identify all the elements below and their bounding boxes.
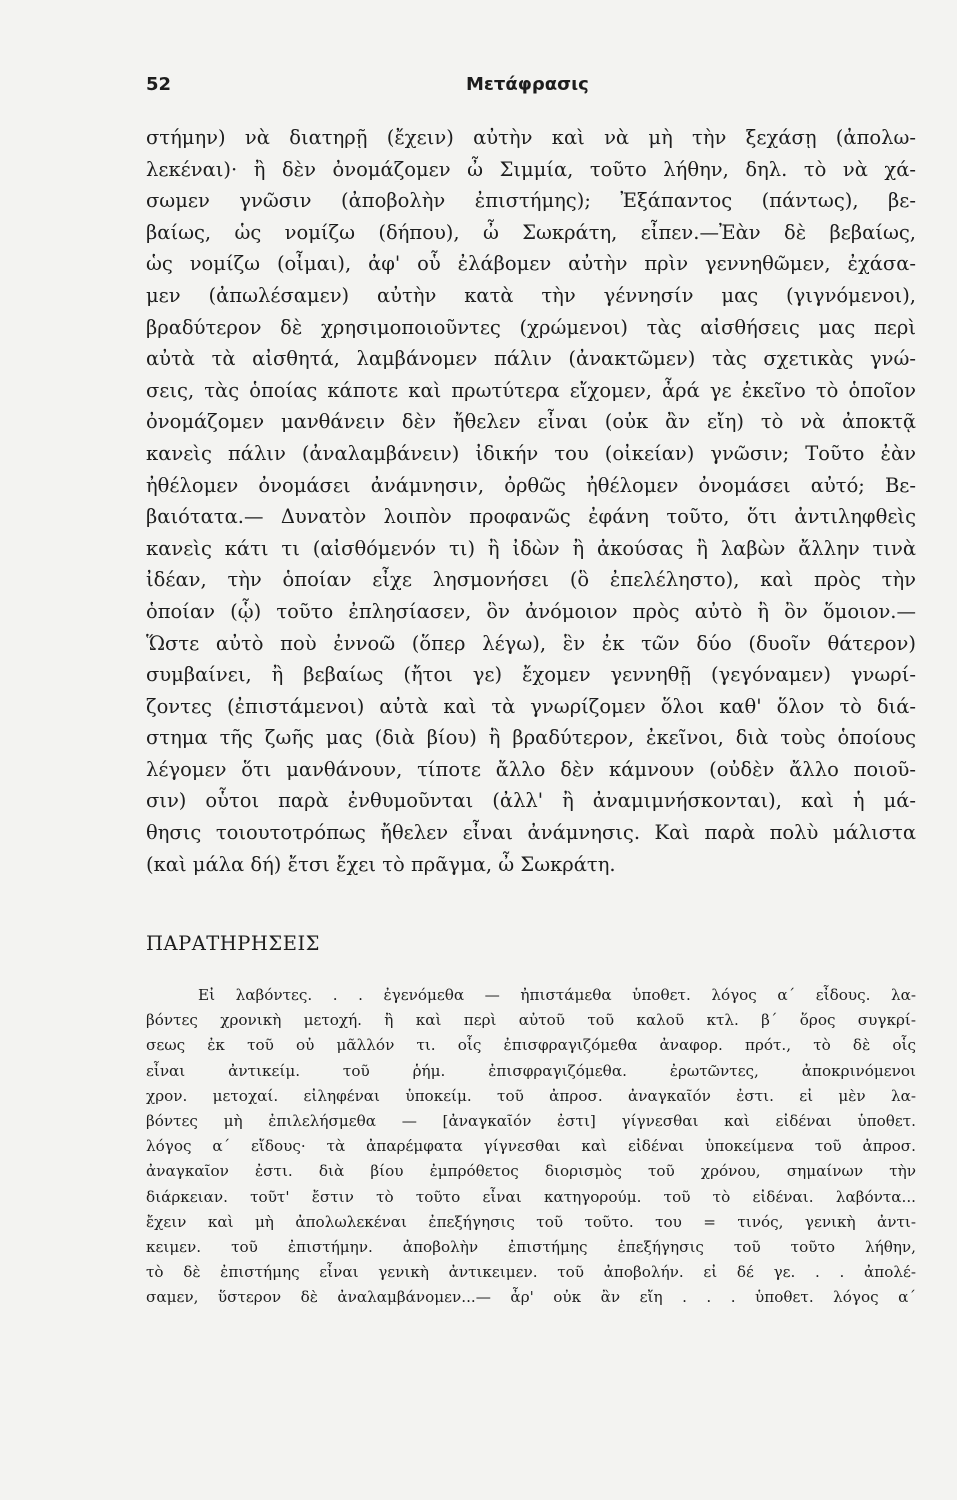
note-line: τὸ δὲ ἐπιστήμης εἶναι γενικὴ ἀντικειμεν. τοῦ ἀποβολήν. εἰ δέ γε. . . ἀπολέ- [146,1263,916,1282]
text-line: βαίως, ὡς νομίζω (δήπου), ὦ Σωκράτη, εἶπεν.—Ἐὰν δὲ βεβαίως, [146,220,916,244]
notes-heading: ΠΑΡΑΤΗΡΗΣΕΙΣ [146,932,320,955]
text-line: λεκέναι)· ἢ δὲν ὀνομάζομεν ὦ Σιμμία, τοῦτο λήθην, δηλ. τὸ νὰ χά- [146,157,916,181]
note-line: βόντες μὴ ἐπιλελήσμεθα — [ἀναγκαῖόν ἐστι] γίγνεσθαι καὶ εἰδέναι ὑποθετ. [146,1112,916,1131]
main-text [146,122,916,880]
note-line: κειμεν. τοῦ ἐπιστήμην. ἀποβολὴν ἐπιστήμης ἐπεξήγησις τοῦ τοῦτο λήθην, [146,1238,916,1257]
note-line: βόντες χρονικὴ μετοχή. ἢ καὶ περὶ αὐτοῦ τοῦ καλοῦ κτλ. β΄ ὅρος συγκρί- [146,1011,916,1030]
text-line: ὁποίαν (ᾧ) τοῦτο ἐπλησίασεν, ὃν ἀνόμοιον πρὸς αὐτὸ ἢ ὂν ὅμοιον.— [146,599,916,623]
text-line: στημα τῆς ζωῆς μας (διὰ βίου) ἢ βραδύτερον, ἐκεῖνοι, διὰ τοὺς ὁποίους [146,726,916,750]
text-line: κανεὶς πάλιν (ἀναλαμβάνειν) ἰδικήν του (οἰκείαν) γνῶσιν; Τοῦτο ἐὰν [146,441,916,465]
text-line: λέγομεν ὅτι μανθάνουν, τίποτε ἄλλο δὲν κάμνουν (οὐδὲν ἄλλο ποιοῦ- [146,757,916,781]
text-line: ἠθέλομεν ὀνομάσει ἀνάμνησιν, ὀρθῶς ἠθέλομεν ὀνομάσει αὐτό; Βε- [146,473,916,497]
note-line: διάρκειαν. τοῦτ' ἔστιν τὸ τοῦτο εἶναι κατηγορούμ. τοῦ τὸ εἰδέναι. λαβόντα... [146,1187,916,1206]
text-line: σεις, τὰς ὁποίας κάποτε καὶ πρωτύτερα εἴχομεν, ἆρά γε ἐκεῖνο τὸ ὁποῖον [146,378,916,402]
page-number: 52 [146,74,172,95]
note-line: χρον. μετοχαί. εἰληφέναι ὑποκείμ. τοῦ ἀπροσ. ἀναγκαῖόν ἐστι. εἰ μὲν λα- [146,1086,916,1105]
text-line: σωμεν γνῶσιν (ἀποβολὴν ἐπιστήμης); Ἐξάπαντος (πάντως), βε- [146,189,916,213]
text-line: ὀνομάζομεν μανθάνειν δὲν ἤθελεν εἶναι (οὐκ ἂν εἴη) τὸ νὰ ἀποκτᾷ [146,410,916,434]
text-line: ἰδέαν, τὴν ὁποίαν εἶχε λησμονήσει (ὃ ἐπελέληστο), καὶ πρὸς τὴν [146,568,916,592]
note-line: σεως ἐκ τοῦ οὐ μᾶλλόν τι. οἷς ἐπισφραγιζόμεθα ἀναφορ. πρότ., τὸ δὲ οἷς [146,1036,916,1055]
text-line: αὐτὰ τὰ αἰσθητά, λαμβάνομεν πάλιν (ἀνακτῶμεν) τὰς σχετικὰς γνώ- [146,347,916,371]
note-line: λόγος α΄ εἴδους· τὰ ἀπαρέμφατα γίγνεσθαι καὶ εἰδέναι ὑποκείμενα τοῦ ἀπροσ. [146,1137,916,1156]
note-line: ἔχειν καὶ μὴ ἀπολωλεκέναι ἐπεξήγησις τοῦ τοῦτο. του = τινός, γενικὴ ἀντι- [146,1212,916,1231]
note-line: σαμεν, ὕστερον δὲ ἀναλαμβάνομεν...— ἆρ' οὐκ ἂν εἴη . . . ὑποθετ. λόγος α΄ [146,1288,916,1307]
text-line: σιν) οὗτοι παρὰ ἐνθυμοῦνται (ἀλλ' ἢ ἀναμιμνήσκονται), καὶ ἡ μά- [146,789,916,813]
text-line: ζοντες (ἐπιστάμενοι) αὐτὰ καὶ τὰ γνωρίζομεν ὅλοι καθ' ὅλον τὸ διά- [146,694,916,718]
page-header [146,74,916,104]
text-line: κανεὶς κάτι τι (αἰσθόμενόν τι) ἢ ἰδὼν ἢ ἀκούσας ἢ λαβὼν ἄλλην τινὰ [146,536,916,560]
notes-text [146,983,916,1311]
text-line: συμβαίνει, ἢ βεβαίως (ἤτοι γε) ἔχομεν γεννηθῇ (γεγόναμεν) γνωρί- [146,663,916,687]
text-line: Ὥστε αὐτὸ ποὺ ἐννοῶ (ὅπερ λέγω), ἓν ἐκ τῶν δύο (δυοῖν θάτερον) [146,631,916,655]
text-line: θησις τοιουτοτρόπως ἤθελεν εἶναι ἀνάμνησις. Καὶ παρὰ πολὺ μάλιστα [146,821,916,845]
text-line: στήμην) νὰ διατηρῇ (ἔχειν) αὐτὴν καὶ νὰ μὴ τὴν ξεχάσῃ (ἀπολω- [146,126,916,149]
running-title: Μετάφρασις [466,74,589,95]
text-line: βραδύτερον δὲ χρησιμοποιοῦντες (χρώμενοι) τὰς αἰσθήσεις μας περὶ [146,315,916,339]
text-line: μεν (ἀπωλέσαμεν) αὐτὴν κατὰ τὴν γέννησίν μας (γιγνόμενοι), [146,283,916,307]
text-line: ὡς νομίζω (οἶμαι), ἀφ' οὗ ἐλάβομεν αὐτὴν πρὶν γεννηθῶμεν, ἐχάσα- [146,252,916,276]
note-line: Εἰ λαβόντες. . . ἐγενόμεθα — ἠπιστάμεθα ὑποθετ. λόγος α΄ εἶδους. λα- [198,986,916,1004]
note-line: εἶναι ἀντικείμ. τοῦ ῥήμ. ἐπισφραγιζόμεθα. ἐρωτῶντες, ἀποκρινόμενοι [146,1061,916,1080]
note-line: ἀναγκαῖον ἐστι. διὰ βίου ἐμπρόθετος διορισμὸς τοῦ χρόνου, σημαίνων τὴν [146,1162,916,1181]
text-line: (καὶ μάλα δή) ἔτσι ἔχει τὸ πρᾶγμα, ὦ Σωκράτη. [146,852,616,876]
text-line: βαιότατα.— Δυνατὸν λοιπὸν προφανῶς ἐφάνη τοῦτο, ὅτι ἀντιληφθεὶς [146,505,916,529]
